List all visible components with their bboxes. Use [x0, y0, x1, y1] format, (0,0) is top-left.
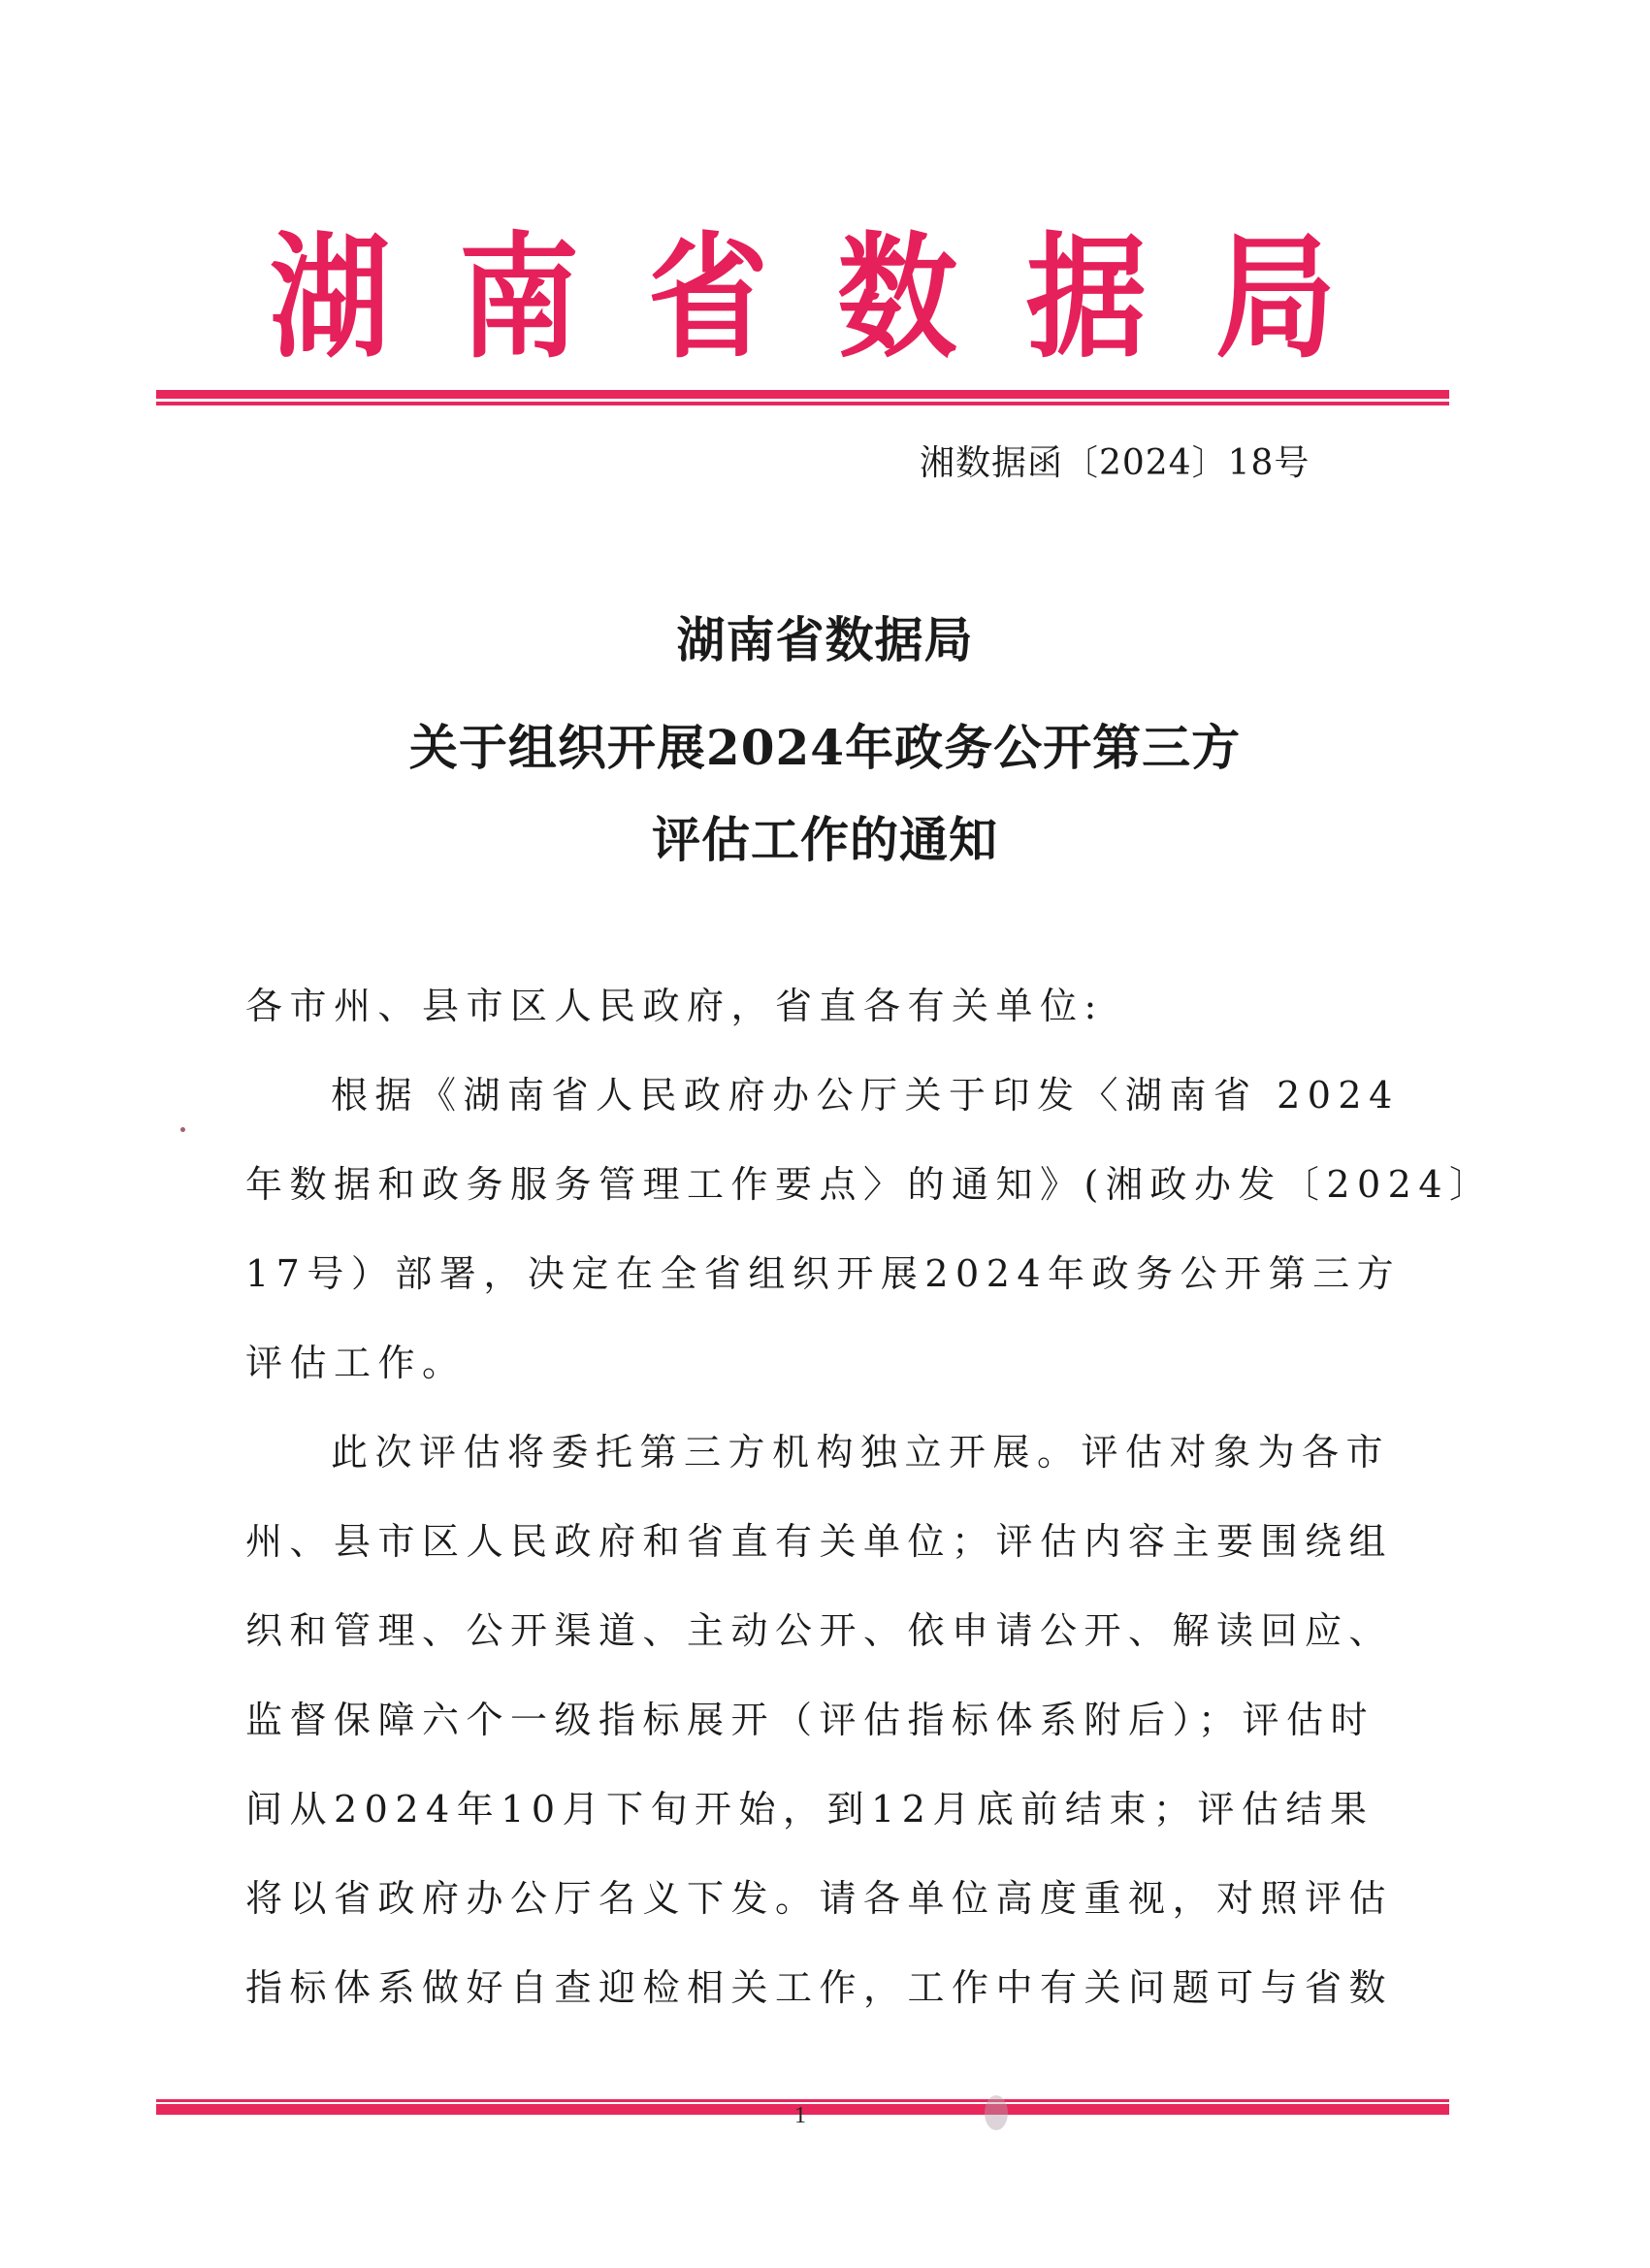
paragraph-2-line: 州、县市区人民政府和省直有关单位；评估内容主要围绕组: [245, 1520, 1394, 1563]
paragraph-2-line: 将以省政府办公厅名义下发。请各单位高度重视，对照评估: [245, 1877, 1394, 1920]
scan-speck: [180, 1127, 185, 1132]
document-title-line-2: 关于组织开展2024年政务公开第三方: [408, 719, 1242, 776]
paragraph-2-line: 指标体系做好自查迎检相关工作，工作中有关问题可与省数: [245, 1966, 1394, 2009]
document-title-line-3: 评估工作的通知: [652, 811, 998, 868]
masthead-char: 数: [836, 219, 957, 377]
paragraph-1-line: 根据《湖南省人民政府办公厅关于印发〈湖南省 2024: [331, 1074, 1400, 1117]
paragraph-1-line: 年数据和政务服务管理工作要点〉的通知》(湘政办发〔2024〕: [245, 1163, 1494, 1206]
paragraph-2-line: 织和管理、公开渠道、主动公开、依申请公开、解读回应、: [245, 1609, 1394, 1652]
page-number: 1: [794, 2103, 806, 2128]
paragraph-2-line: 间从2024年10月下旬开始，到12月底前结束；评估结果: [245, 1788, 1375, 1831]
paragraph-1-line: 评估工作。: [245, 1342, 467, 1384]
masthead-char: 南: [458, 219, 579, 377]
masthead-char: 湖: [269, 219, 390, 377]
footer-rule-thin: [156, 2099, 1449, 2102]
paragraph-2-line: 此次评估将委托第三方机构独立开展。评估对象为各市: [331, 1431, 1391, 1474]
paragraph-1-line: 17号）部署，决定在全省组织开展2024年政务公开第三方: [245, 1252, 1402, 1295]
masthead-char: 据: [1025, 219, 1147, 377]
document-number: 湘数据函〔2024〕18号: [920, 443, 1310, 483]
salutation: 各市州、县市区人民政府，省直各有关单位:: [245, 985, 1104, 1027]
masthead-char: 省: [647, 219, 768, 377]
masthead-char: 局: [1214, 219, 1336, 377]
paragraph-2-line: 监督保障六个一级指标展开（评估指标体系附后）；评估时: [245, 1699, 1375, 1741]
header-rule-thick: [156, 390, 1449, 399]
document-title-line-1: 湖南省数据局: [676, 611, 974, 668]
masthead-title: [0, 219, 1650, 377]
header-rule-thin: [156, 402, 1449, 405]
scan-smudge: [985, 2095, 1008, 2130]
document-body: [245, 961, 1494, 2032]
